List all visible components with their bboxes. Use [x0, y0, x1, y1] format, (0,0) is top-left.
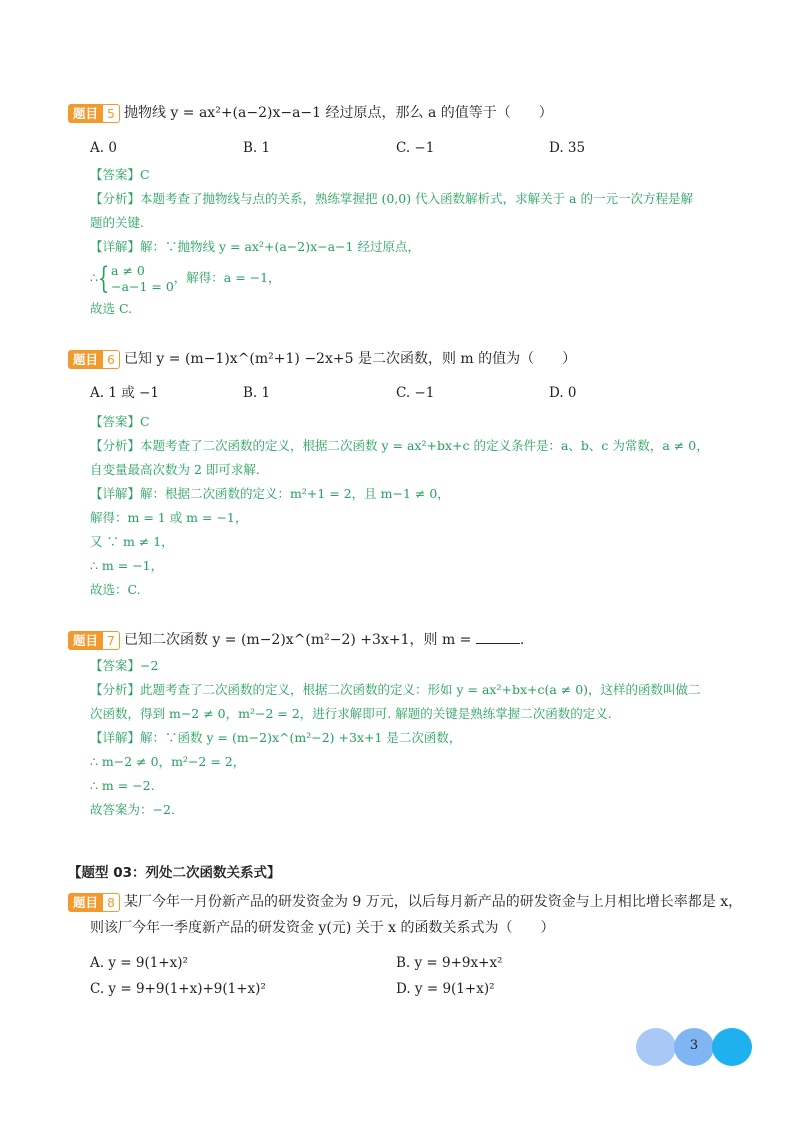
question-7-stem — [68, 629, 754, 650]
question-8-stem — [68, 892, 754, 912]
detail-line: ∴ m−2 ≠ 0，m²−2 = 2， — [90, 754, 246, 769]
therefore-symbol: ∴ — [90, 270, 98, 285]
answer-line: 【答案】C — [90, 414, 150, 429]
question-text: 已知二次函数 y = (m−2)x^(m²−2) +3x+1，则 m = — [123, 632, 472, 648]
option-d: D. 0 — [549, 385, 577, 401]
question-number: 8 — [102, 893, 120, 912]
question-text: 抛物线 y = ax²+(a−2)x−a−1 经过原点，那么 a 的值等于（ ） — [123, 105, 553, 121]
option-b: B. y = 9+9x+x² — [396, 955, 503, 971]
page-circle-right — [712, 1028, 752, 1066]
answer-line: 【答案】C — [90, 167, 150, 182]
detail-line: ∴ m = −1， — [90, 558, 164, 573]
question-7-solution — [90, 654, 754, 822]
analysis-line: 题的关键. — [90, 215, 144, 230]
question-tag: 题目 — [68, 893, 102, 912]
question-tag: 题目 — [68, 350, 102, 369]
question-text: 已知 y = (m−1)x^(m²+1) −2x+5 是二次函数，则 m 的值为（ ） — [123, 351, 577, 367]
system-suffix: ，解得：a = −1， — [173, 270, 281, 285]
question-5-solution — [90, 163, 754, 321]
analysis-line: 【分析】此题考查了二次函数的定义，根据二次函数的定义：形如 y = ax²+bx+c(a ≠ 0)，这样的函数叫做二 — [90, 682, 701, 697]
detail-line: 解得：m = 1 或 m = −1， — [90, 510, 248, 525]
analysis-line: 【分析】本题考查了抛物线与点的关系，熟练掌握把 (0,0) 代入函数解析式，求解关于 a 的一元一次方程是解 — [90, 191, 693, 206]
detail-line: 【详解】解：根据二次函数的定义：m²+1 = 2，且 m−1 ≠ 0， — [90, 486, 450, 501]
question-8-stem-line2: 则该厂今年一季度新产品的研发资金 y(元) 关于 x 的函数关系式为（ ） — [90, 920, 555, 936]
analysis-line: 次函数，得到 m−2 ≠ 0，m²−2 = 2，进行求解即可. 解题的关键是熟练掌握二次函数的定义. — [90, 706, 612, 721]
question-5-stem — [68, 103, 754, 123]
option-a: A. 0 — [90, 140, 117, 156]
option-a: A. y = 9(1+x)² — [90, 955, 188, 971]
detail-line: 又 ∵ m ≠ 1， — [90, 534, 174, 549]
question-tag: 题目 — [68, 631, 102, 650]
page-circle-left — [636, 1028, 676, 1066]
question-6-stem — [68, 349, 754, 369]
question-text-end: . — [519, 632, 525, 648]
option-a: A. 1 或 −1 — [90, 385, 159, 401]
option-c: C. y = 9+9(1+x)+9(1+x)² — [90, 981, 266, 997]
option-c: C. −1 — [396, 385, 435, 401]
detail-line: 【详解】解：∵函数 y = (m−2)x^(m²−2) +3x+1 是二次函数， — [90, 730, 462, 745]
system-top: a ≠ 0 — [111, 262, 145, 278]
answer-line: 【答案】−2 — [90, 658, 159, 673]
detail-line: 故选：C. — [90, 582, 141, 597]
question-6-solution — [90, 410, 754, 602]
detail-line: ∴ m = −2. — [90, 778, 155, 793]
option-d: D. y = 9(1+x)² — [396, 981, 495, 997]
detail-line: 故答案为：−2. — [90, 802, 175, 817]
brace-icon: { — [97, 260, 110, 296]
section-header: 【题型 03：列处二次函数关系式】 — [68, 865, 281, 881]
option-c: C. −1 — [396, 140, 435, 156]
analysis-line: 自变量最高次数为 2 即可求解. — [90, 462, 260, 477]
question-number: 7 — [102, 631, 120, 650]
page-number: 3 — [689, 1038, 699, 1053]
question-number: 6 — [102, 350, 120, 369]
question-text: 某厂今年一月份新产品的研发资金为 9 万元，以后每月新产品的研发资金与上月相比增长率都是 x， — [123, 894, 743, 910]
equation-system — [90, 259, 754, 297]
detail-line: 【详解】解：∵抛物线 y = ax²+(a−2)x−a−1 经过原点， — [90, 239, 420, 254]
question-tag: 题目 — [68, 104, 102, 123]
detail-line: 故选 C. — [90, 301, 133, 316]
question-number: 5 — [102, 104, 120, 123]
analysis-line: 【分析】本题考查了二次函数的定义，根据二次函数 y = ax²+bx+c 的定义条件是：a、b、c 为常数，a ≠ 0， — [90, 438, 709, 453]
system-bottom: −a−1 = 0 — [111, 278, 174, 294]
option-b: B. 1 — [243, 385, 271, 401]
option-d: D. 35 — [549, 140, 586, 156]
option-b: B. 1 — [243, 140, 271, 156]
answer-blank — [476, 629, 520, 644]
